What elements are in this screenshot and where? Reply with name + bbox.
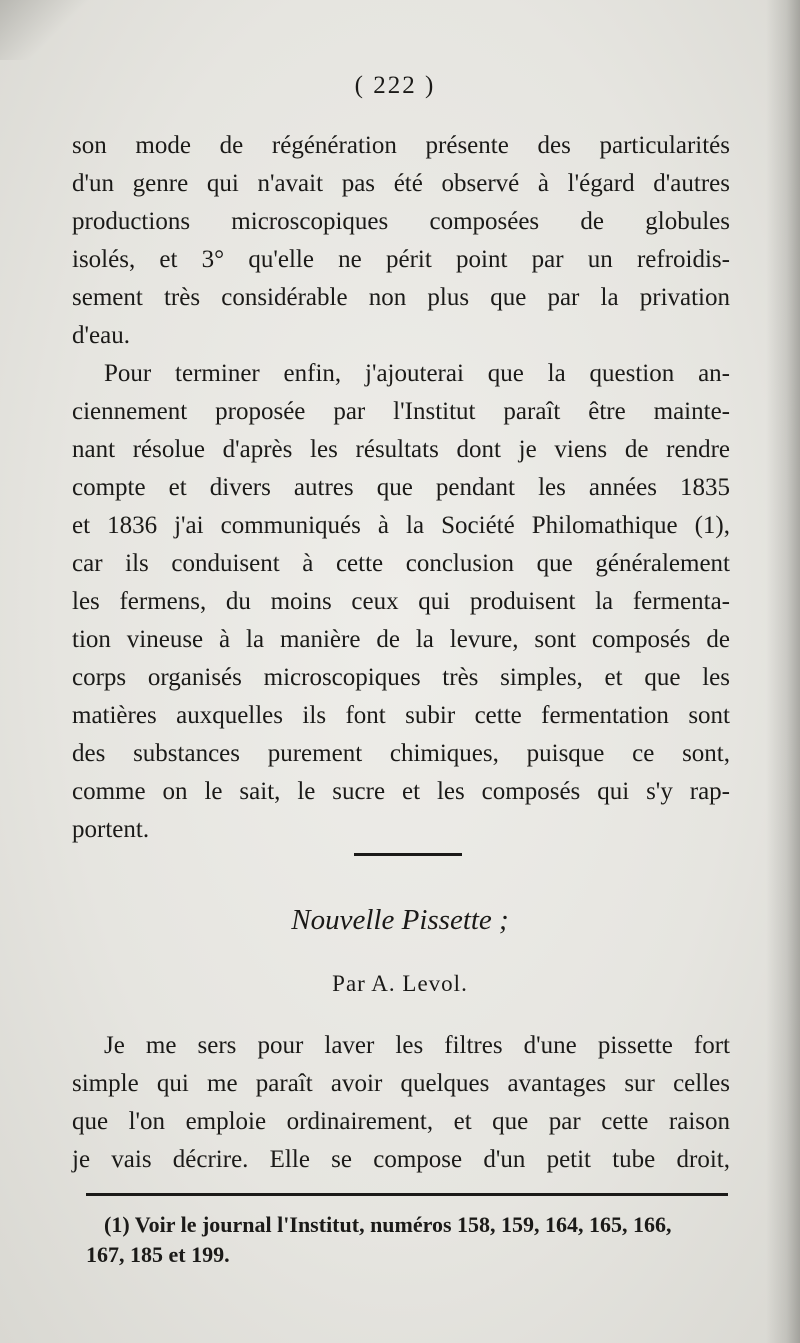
paragraph-2-line: tion vineuse à la manière de la levure, sont composés de: [72, 626, 730, 653]
page-number: ( 222 ): [354, 72, 436, 99]
paragraph-1-line: sement très considérable non plus que par la privation: [72, 284, 730, 311]
footnote-line: (1) Voir le journal l'Institut, numéros 158, 159, 164, 165, 166,: [104, 1212, 672, 1237]
paragraph-2-line: et 1836 j'ai communiqués à la Société Philomathique (1),: [72, 512, 730, 539]
paragraph-2-line: corps organisés microscopiques très simples, et que les: [72, 664, 730, 691]
paragraph-1-line: isolés, et 3° qu'elle ne périt point par un refroidis-: [72, 246, 730, 273]
footnote-divider: [86, 1193, 728, 1196]
paragraph-3-line: Je me sers pour laver les filtres d'une pissette fort: [104, 1032, 730, 1059]
paragraph-2-line: les fermens, du moins ceux qui produisent la fermenta-: [72, 588, 730, 615]
section-title: Nouvelle Pissette ;: [291, 904, 509, 936]
paragraph-1-line: son mode de régénération présente des particularités: [72, 132, 730, 159]
paragraph-3-line: simple qui me paraît avoir quelques avantages sur celles: [72, 1070, 730, 1097]
page-corner-shadow: [0, 0, 90, 60]
footnote-line: 167, 185 et 199.: [86, 1242, 230, 1267]
paragraph-3-line: je vais décrire. Elle se compose d'un petit tube droit,: [72, 1146, 730, 1173]
paragraph-1-line: d'eau.: [72, 322, 130, 349]
author-byline: Par A. Levol.: [332, 971, 468, 996]
paragraph-2-line: des substances purement chimiques, puisque ce sont,: [72, 740, 730, 767]
paragraph-3-line: que l'on emploie ordinairement, et que par cette raison: [72, 1108, 730, 1135]
paragraph-1-line: d'un genre qui n'avait pas été observé à l'égard d'autres: [72, 170, 730, 197]
paragraph-2-line: matières auxquelles ils font subir cette fermentation sont: [72, 702, 730, 729]
paragraph-2-line: nant résolue d'après les résultats dont je viens de rendre: [72, 436, 730, 463]
page-gutter-shadow: [766, 0, 800, 1343]
paragraph-2-line: car ils conduisent à cette conclusion que généralement: [72, 550, 730, 577]
section-divider: [354, 853, 462, 856]
paragraph-2-line: ciennement proposée par l'Institut paraît être mainte-: [72, 398, 730, 425]
paragraph-2-line: portent.: [72, 816, 150, 843]
paragraph-1-line: productions microscopiques composées de globules: [72, 208, 730, 235]
paragraph-2-line: Pour terminer enfin, j'ajouterai que la question an-: [104, 360, 730, 387]
paragraph-2-line: compte et divers autres que pendant les années 1835: [72, 474, 730, 501]
paragraph-2-line: comme on le sait, le sucre et les composés qui s'y rap-: [72, 778, 730, 805]
